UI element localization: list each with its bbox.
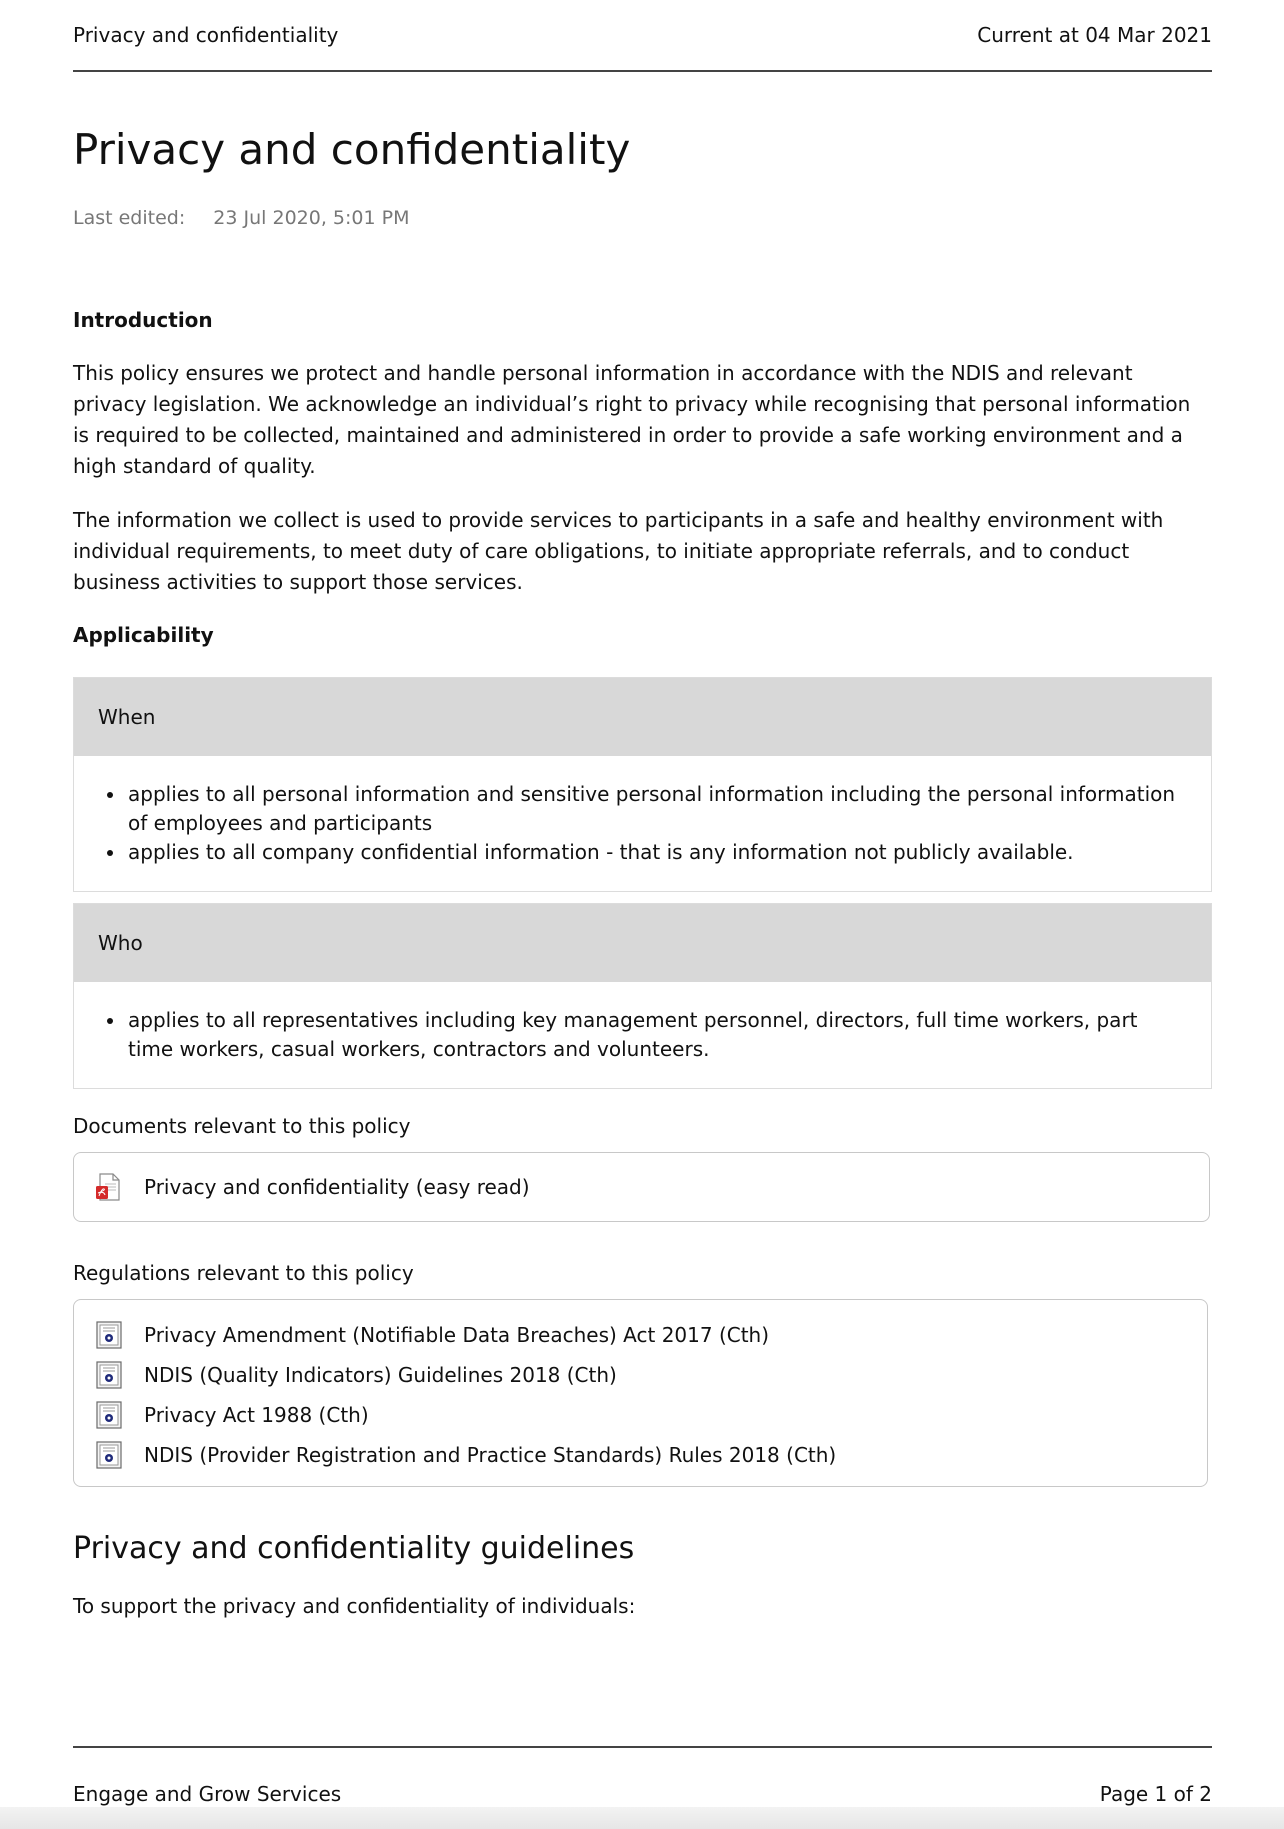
- footer-page-number: Page 1 of 2: [1099, 1782, 1212, 1806]
- when-panel-title: When: [74, 678, 1211, 756]
- last-edited-label: Last edited:: [73, 207, 186, 229]
- list-item: • applies to all company confidential information - that is any information not publicly available.: [126, 838, 1187, 867]
- when-panel: [73, 677, 1212, 892]
- regulation-link[interactable]: [74, 1435, 1207, 1475]
- last-edited-value: 23 Jul 2020, 5:01 PM: [213, 207, 410, 229]
- header-current-date: Current at 04 Mar 2021: [977, 23, 1212, 47]
- regulation-name: Privacy Amendment (Notifiable Data Breaches) Act 2017 (Cth): [144, 1323, 770, 1347]
- regulation-link[interactable]: [74, 1315, 1207, 1355]
- applicability-heading: Applicability: [73, 623, 214, 647]
- regulation-link[interactable]: [74, 1395, 1207, 1435]
- regulations-label: Regulations relevant to this policy: [73, 1261, 414, 1285]
- footer-organisation: Engage and Grow Services: [73, 1782, 342, 1806]
- documents-label: Documents relevant to this policy: [73, 1114, 411, 1138]
- regulation-document-icon: [94, 1400, 124, 1430]
- who-panel-title: Who: [74, 904, 1211, 982]
- when-list: [74, 756, 1211, 867]
- document-page: [73, 0, 1212, 1829]
- list-item: • applies to all representatives including key management personnel, directors, full time workers, part time workers, casual workers, contractors and volunteers.: [126, 1006, 1187, 1064]
- last-edited: [73, 207, 409, 229]
- document-name: Privacy and confidentiality (easy read): [144, 1175, 530, 1199]
- regulation-document-icon: [94, 1360, 124, 1390]
- regulation-document-icon: [94, 1440, 124, 1470]
- document-link[interactable]: [74, 1167, 530, 1207]
- introduction-paragraph-2: The information we collect is used to provide services to participants in a safe and healthy environment with individual requirements, to meet duty of care obligations, to initiate appropriate referrals, and to conduct business activities to support those services.: [73, 508, 1164, 594]
- page-bottom-shadow: [0, 1807, 1284, 1829]
- regulation-name: Privacy Act 1988 (Cth): [144, 1403, 369, 1427]
- regulation-link[interactable]: [74, 1355, 1207, 1395]
- list-item: • applies to all personal information and sensitive personal information including the personal information of employees and participants: [126, 780, 1187, 838]
- introduction-heading: Introduction: [73, 308, 213, 332]
- page-header: [73, 20, 1212, 72]
- who-list: [74, 982, 1211, 1064]
- regulation-name: NDIS (Quality Indicators) Guidelines 2018 (Cth): [144, 1363, 617, 1387]
- regulation-name: NDIS (Provider Registration and Practice Standards) Rules 2018 (Cth): [144, 1443, 837, 1467]
- introduction-paragraph-1: This policy ensures we protect and handle personal information in accordance with the NDIS and relevant privacy legislation. We acknowledge an individual’s right to privacy while recognising that personal information is required to be collected, maintained and administered in order to provide a safe working environment and a high standard of quality.: [73, 361, 1191, 478]
- guidelines-heading: Privacy and confidentiality guidelines: [73, 1531, 635, 1566]
- page-title: Privacy and confidentiality: [73, 125, 631, 174]
- regulations-box: [73, 1299, 1208, 1487]
- header-document-title: Privacy and confidentiality: [73, 23, 339, 47]
- who-panel: [73, 903, 1212, 1089]
- page-footer: [73, 1746, 1212, 1806]
- guidelines-intro: To support the privacy and confidentiality of individuals:: [73, 1594, 636, 1618]
- regulation-document-icon: [94, 1320, 124, 1350]
- documents-box: [73, 1152, 1210, 1222]
- pdf-icon: [94, 1172, 124, 1202]
